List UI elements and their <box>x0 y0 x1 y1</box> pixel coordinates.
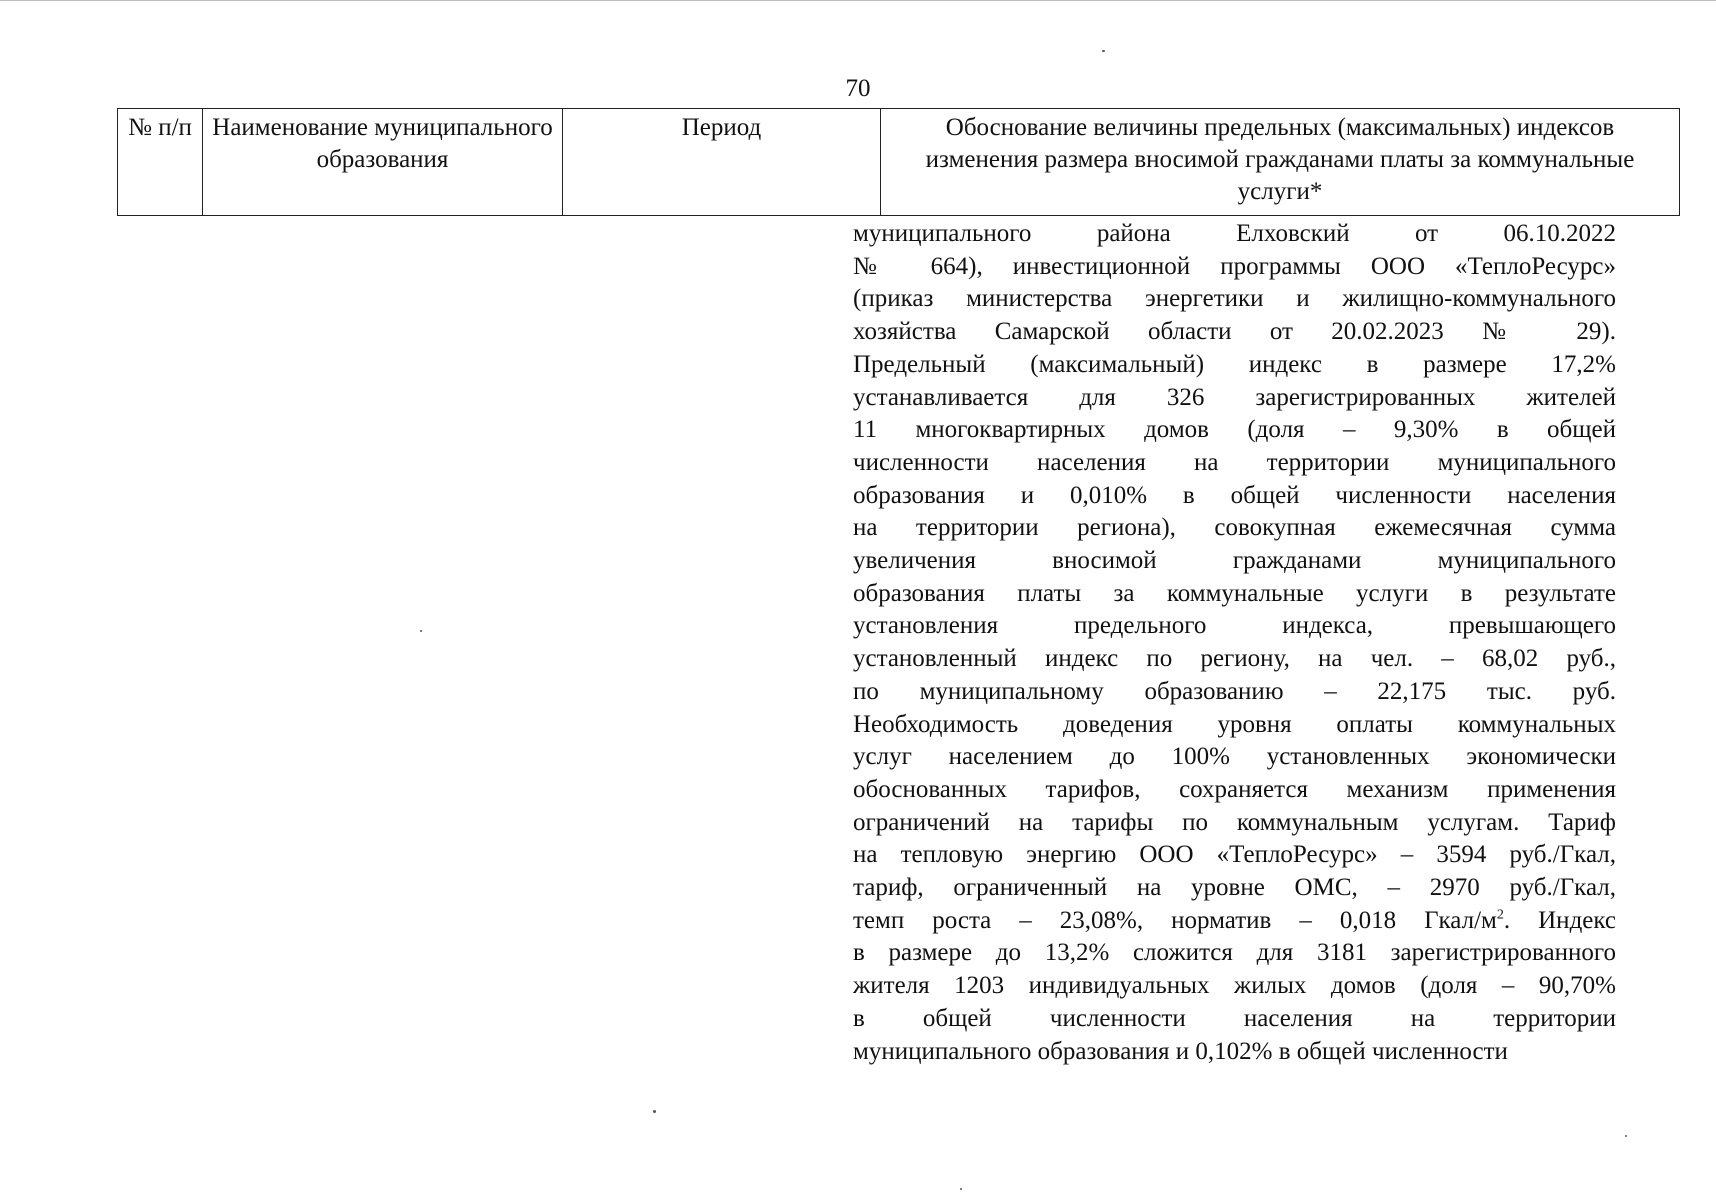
basis-line: обоснованных тарифов, сохраняется механизм применения <box>853 775 1616 803</box>
basis-line: ограничений на тарифы по коммунальным услугам. Тариф <box>853 808 1616 836</box>
basis-line: в размере до 13,2% сложится для 3181 зарегистрированного <box>853 939 1616 967</box>
basis-line: Предельный (максимальный) индекс в размере 17,2% <box>853 350 1616 378</box>
basis-line: по муниципальному образованию – 22,175 тыс. руб. <box>853 677 1616 705</box>
header-basis: Обоснование величины предельных (максимальных) индексов изменения размера вносимой гражданами платы за коммунальные услуги* <box>881 109 1680 216</box>
basis-line: (приказ министерства энергетики и жилищно-коммунального <box>853 285 1616 313</box>
basis-line-tail: . Индекс <box>1503 906 1616 934</box>
basis-line: на территории региона), совокупная ежемесячная сумма <box>853 514 1616 542</box>
scan-top-edge <box>0 0 1716 1</box>
basis-line-superscript <box>853 905 1616 938</box>
header-row <box>118 109 1680 216</box>
basis-line: на тепловую энергию ООО «ТеплоРесурс» – 3594 руб./Гкал, <box>853 841 1616 869</box>
header-municipality: Наименование муниципального образования <box>203 109 563 216</box>
header-table <box>117 108 1680 216</box>
basis-line: установленный индекс по региону, на чел. – 68,02 руб., <box>853 645 1616 673</box>
page-number: 70 <box>845 75 871 102</box>
scan-speck <box>960 1188 962 1190</box>
basis-line: численности населения на территории муниципального <box>853 448 1616 476</box>
header-num: № п/п <box>118 109 203 216</box>
superscript-two: 2 <box>1496 907 1504 923</box>
basis-paragraph <box>853 218 1616 1068</box>
scan-speck <box>1102 50 1105 52</box>
basis-line: № 664), инвестиционной программы ООО «ТеплоРесурс» <box>853 252 1616 280</box>
basis-line-text: темп роста – 23,08%, норматив – 0,018 Гкал/м <box>853 906 1497 934</box>
basis-line: установления предельного индекса, превышающего <box>853 612 1616 640</box>
basis-line: устанавливается для 326 зарегистрированных жителей <box>853 383 1616 411</box>
basis-line: увеличения вносимой гражданами муниципального <box>853 547 1616 575</box>
basis-line: образования и 0,010% в общей численности населения <box>853 481 1616 509</box>
scan-speck <box>653 1110 656 1113</box>
basis-line: тариф, ограниченный на уровне ОМС, – 2970 руб./Гкал, <box>853 874 1616 902</box>
scan-speck <box>1625 1135 1627 1137</box>
basis-line: в общей численности населения на территории <box>853 1004 1616 1032</box>
basis-line: хозяйства Самарской области от 20.02.2023 № 29). <box>853 318 1616 346</box>
basis-line: образования платы за коммунальные услуги в результате <box>853 579 1616 607</box>
basis-line: 11 многоквартирных домов (доля – 9,30% в общей <box>853 416 1616 444</box>
header-period: Период <box>563 109 881 216</box>
basis-line: муниципального района Елховский от 06.10.2022 <box>853 220 1616 247</box>
basis-line: жителя 1203 индивидуальных жилых домов (доля – 90,70% <box>853 972 1616 1000</box>
scan-speck <box>420 630 422 632</box>
basis-line: услуг населением до 100% установленных экономически <box>853 743 1616 771</box>
basis-line: муниципального образования и 0,102% в общей численности <box>853 1037 1508 1065</box>
basis-line: Необходимость доведения уровня оплаты коммунальных <box>853 710 1616 738</box>
